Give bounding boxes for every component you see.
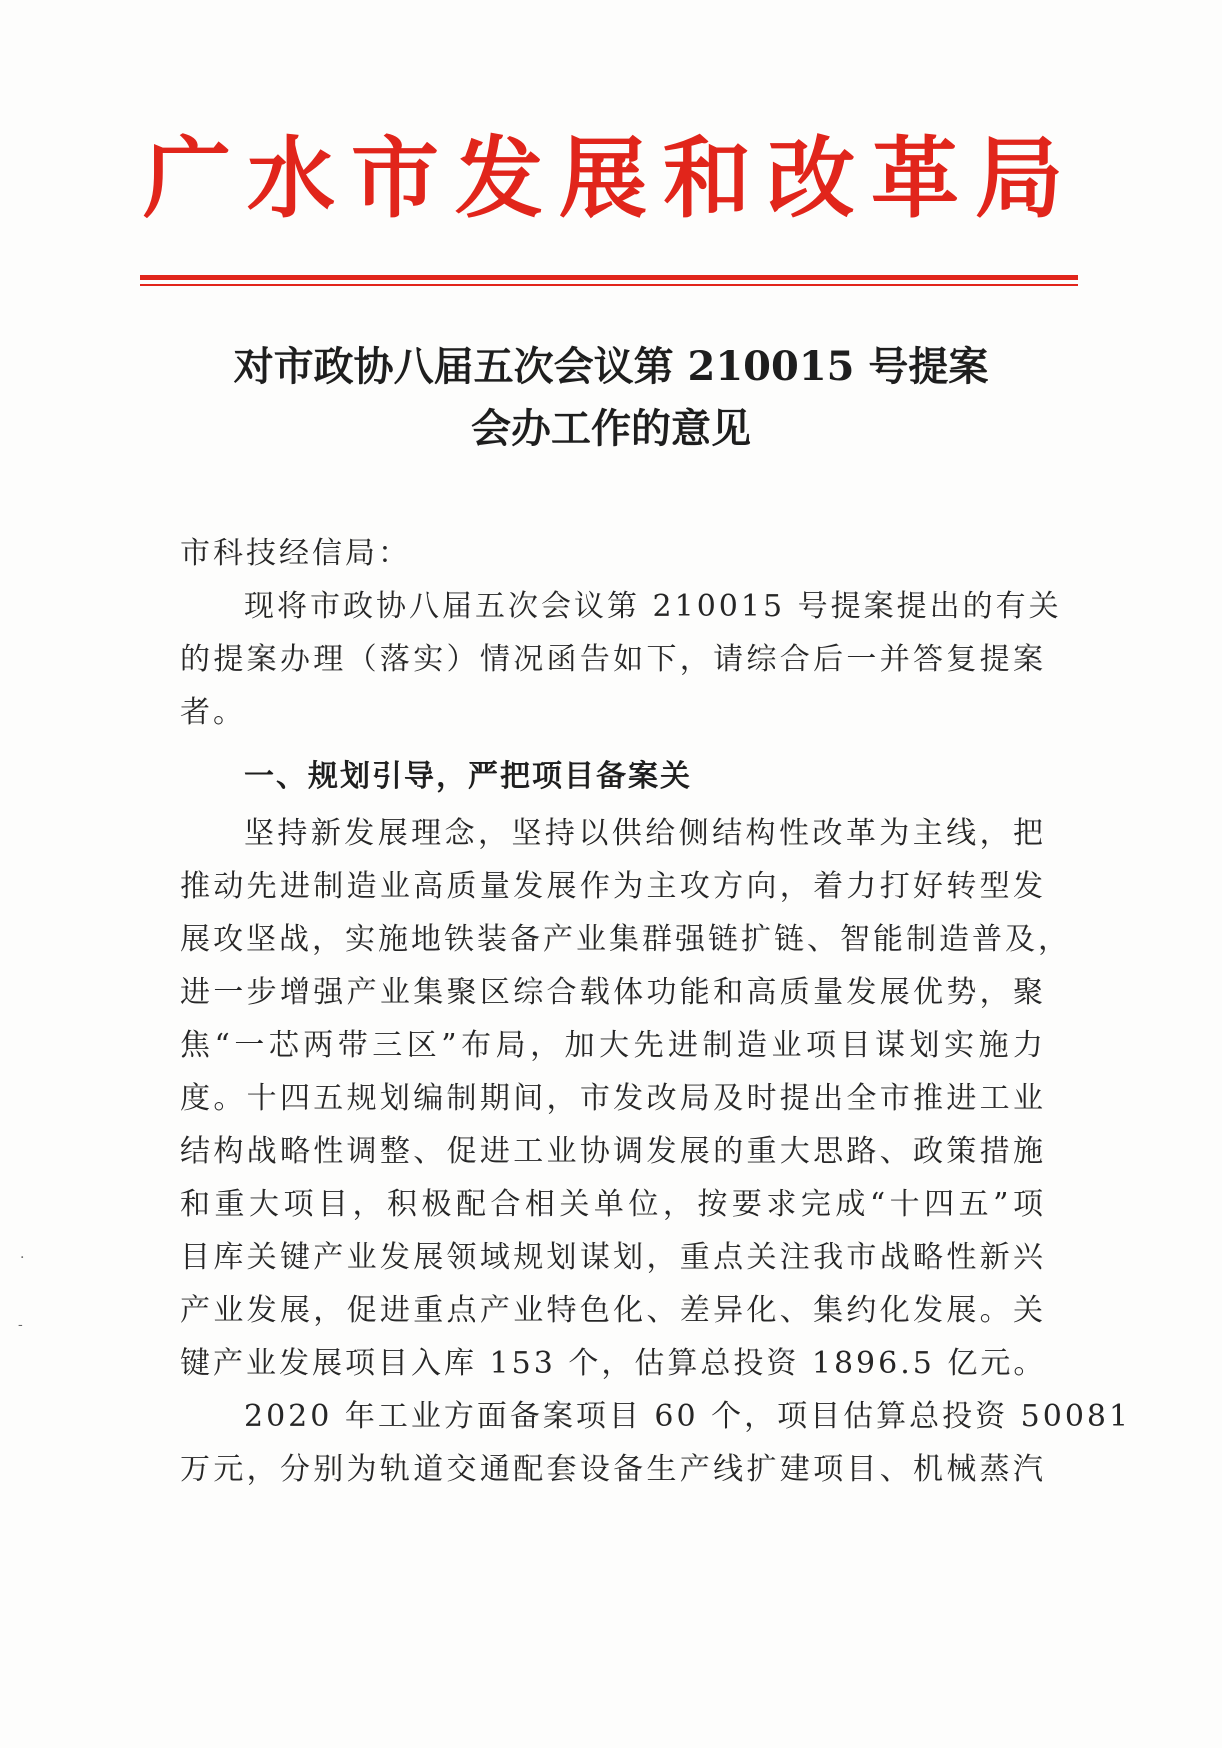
document-title (0, 336, 1222, 460)
paragraph-line: 目库关键产业发展领域规划谋划，重点关注我市战略性新兴 (180, 1240, 1046, 1275)
section-heading: 一、规划引导，严把项目备案关 (244, 759, 692, 794)
masthead-title: 广水市发展和改革局 (142, 127, 1079, 230)
intro-line: 者。 (180, 695, 246, 730)
red-rule-thin (140, 284, 1078, 286)
paragraph-line: 和重大项目，积极配合相关单位，按要求完成“十四五”项 (180, 1187, 1046, 1222)
paragraph-line: 产业发展，促进重点产业特色化、差异化、集约化发展。关 (180, 1293, 1046, 1328)
paragraph-line: 坚持新发展理念，坚持以供给侧结构性改革为主线，把 (244, 816, 1046, 851)
red-rule-thick (140, 275, 1078, 280)
paragraph-line: 键产业发展项目入库 153 个，估算总投资 1896.5 亿元。 (180, 1346, 1047, 1381)
paragraph-line: 焦“一芯两带三区”布局，加大先进制造业项目谋划实施力 (180, 1028, 1046, 1063)
document-title-line2: 会办工作的意见 (471, 405, 751, 452)
intro-line: 现将市政协八届五次会议第 210015 号提案提出的有关 (244, 589, 1062, 624)
scan-speck: · (20, 1250, 25, 1266)
paragraph-line: 2020 年工业方面备案项目 60 个，项目估算总投资 50081 (244, 1399, 1132, 1434)
document-body (180, 527, 1132, 1496)
paragraph-line: 结构战略性调整、促进工业协调发展的重大思路、政策措施 (180, 1134, 1046, 1169)
paragraph-line: 度。十四五规划编制期间，市发改局及时提出全市推进工业 (180, 1081, 1046, 1116)
paragraph-line: 进一步增强产业集聚区综合载体功能和高质量发展优势，聚 (180, 975, 1046, 1010)
addressee: 市科技经信局： (180, 536, 411, 571)
paragraph-line: 展攻坚战，实施地铁装备产业集群强链扩链、智能制造普及， (180, 922, 1071, 957)
document-title-line1: 对市政协八届五次会议第 210015 号提案 (233, 343, 989, 390)
scan-speck: - (18, 1317, 23, 1333)
paragraph-line: 万元，分别为轨道交通配套设备生产线扩建项目、机械蒸汽 (180, 1452, 1046, 1487)
intro-line: 的提案办理（落实）情况函告如下，请综合后一并答复提案 (180, 642, 1046, 677)
paragraph-line: 推动先进制造业高质量发展作为主攻方向，着力打好转型发 (180, 869, 1046, 904)
